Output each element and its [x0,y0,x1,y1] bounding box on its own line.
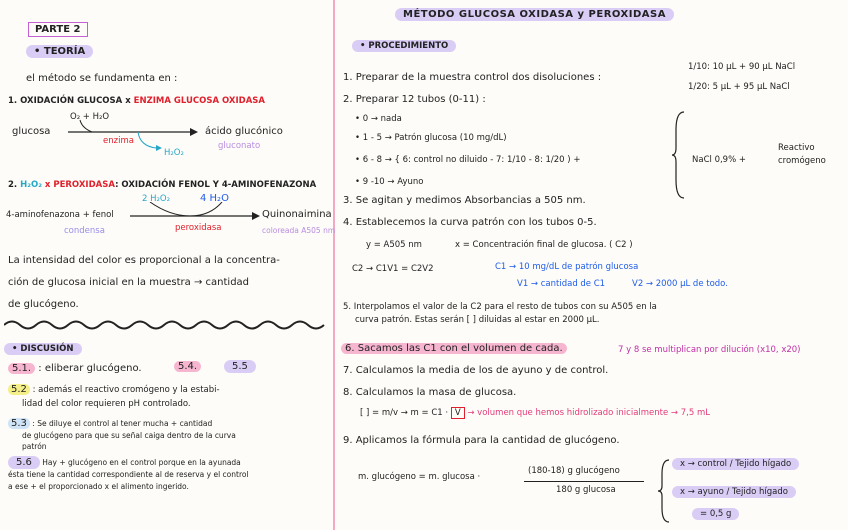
step2-heading [8,180,316,190]
tube-row-3: • 9 -10 → Ayuno [355,177,424,187]
p4-y-def: y = A505 nm [366,240,422,250]
procedimiento-heading: • PROCEDIMIENTO [352,40,456,52]
step2-h2o2: H₂O₂ [20,180,42,190]
v1-note: V1 → cantidad de C1 [517,279,606,289]
d56-row [8,457,241,468]
d51-tag: 5.1. [8,363,35,374]
step2-prefix: 2. [8,180,18,190]
nacl-note: NaCl 0,9% + [692,155,746,165]
formula-result: = 0,5 g [692,508,739,520]
step2-top-left: 2 H₂O₂ [142,194,171,204]
tube-row-2: • 6 - 8 → { 6: control no diluido - 7: 1/10 - 8: 1/20 ) + [355,155,581,165]
p8-note: → volumen que hemos hidrolizado inicialmente → 7,5 mL [467,408,710,418]
step-p8: 8. Calculamos la masa de glucosa. [343,387,517,398]
paragraph-line-3: de glucógeno. [8,299,79,310]
step-p5-line-2: curva patrón. Estas serán [ ] diluidas al estar en 2000 µL. [355,315,600,325]
step1-enzyme: ENZIMA GLUCOSA OXIDASA [133,96,265,106]
c2-formula: C2 → C1V1 = C2V2 [352,264,434,274]
d54-tag: 5.4. [174,361,201,372]
step2-top-right: 4 H₂O [200,193,229,204]
step1-top-reagent: O₂ + H₂O [70,112,110,122]
paragraph-line-2: ción de glucosa inicial en la muestra → cantidad [8,277,250,288]
d52-line-1: : además el reactivo cromógeno y la estabi- [32,385,220,395]
page-divider [333,0,335,530]
teoria-heading: • TEORÍA [26,45,93,58]
parte-label: PARTE 2 [28,22,88,37]
v2-note: V2 → 2000 µL de todo. [632,279,728,289]
step1-heading [8,96,265,106]
p8-equation-row [360,408,710,418]
d56-line-1: Hay + glucógeno en el control porque en la ayunada [42,458,241,467]
formula-denominator: 180 g glucosa [556,485,616,495]
step2-peroxidasa: PEROXIDASA [53,180,116,190]
p8-equation: [ ] = m/v → m = C1 · [360,408,449,418]
intro-text: el método se fundamenta en : [26,73,178,84]
step-p4: 4. Establecemos la curva patrón con los tubos 0-5. [343,217,597,228]
step-p2: 2. Preparar 12 tubos (0-11) : [343,94,486,105]
reactivo-note: Reactivo [778,143,815,153]
d53-line-2: de glucógeno para que su señal caiga dentro de la curva [22,431,236,440]
d56-line-2: ésta tiene la cantidad correspondiente al de reserva y el control [8,470,249,479]
step2-x: x [44,180,51,190]
d55-tag: 5.5 [224,360,256,373]
formula-left: m. glucógeno = m. glucosa · [358,472,481,482]
d56-line-3: a ese + el proporcionado x el alimento ingerido. [8,482,189,491]
step1-byproduct: H₂O₂ [164,148,184,158]
step1-product: ácido glucónico [205,126,283,137]
d52-row [8,384,220,395]
p6-note: 7 y 8 se multiplican por dilución (x10, x20) [618,345,801,355]
step2-enzyme-label: peroxidasa [175,223,222,233]
d51-row [8,363,142,374]
step2-condensa: condensa [64,226,105,236]
tubes-brace [672,110,688,200]
dilution-1: 1/10: 10 µL + 90 µL NaCl [688,62,796,72]
paragraph-line-1: La intensidad del color es proporcional a la concentra- [8,255,280,266]
d52-tag: 5.2 [8,384,30,395]
step2-reactants: 4-aminofenazona + fenol [6,210,114,220]
step2-suffix: : OXIDACIÓN FENOL Y 4-AMINOFENAZONA [115,180,317,190]
c1-note: C1 → 10 mg/dL de patrón glucosa [495,262,639,272]
d52-line-2: lidad del color requieren pH controlado. [22,399,191,409]
d56-tag: 5.6 [8,456,40,469]
cromogeno-note: cromógeno [778,156,826,166]
step2-product-note: coloreada A505 nm [262,226,336,235]
step-p7: 7. Calculamos la media de los de ayuno y de control. [343,365,609,376]
step1-product-alt: gluconato [218,141,261,151]
tube-row-1: • 1 - 5 → Patrón glucosa (10 mg/dL) [355,133,507,143]
d51-text: : eliberar glucógeno. [38,363,142,374]
p8-v-box: V [451,407,465,419]
step-p1: 1. Preparar de la muestra control dos disoluciones : [343,72,602,83]
page-title: MÉTODO GLUCOSA OXIDASA y PEROXIDASA [395,8,674,21]
step1-enzima-label: enzima [103,136,134,146]
step2-product: Quinonaimina [262,209,332,220]
d53-tag: 5.3 [8,418,30,429]
formula-brace [658,458,672,524]
d53-line-3: patrón [22,442,47,451]
d53-row [8,418,212,429]
formula-numerator: (180-18) g glucógeno [528,466,620,476]
step1-prefix: 1. OXIDACIÓN GLUCOSA x [8,96,131,106]
formula-option-ayuno: x → ayuno / Tejido hígado [672,486,796,498]
formula-option-control: x → control / Tejido hígado [672,458,799,470]
d53-line-1: : Se diluye el control al tener mucha + cantidad [32,419,213,428]
step-p3: 3. Se agitan y medimos Absorbancias a 505 nm. [343,195,586,206]
formula-fraction-bar [524,481,644,482]
step1-reactant: glucosa [12,126,51,137]
step-p6: 6. Sacamos las C1 con el volumen de cada. [341,343,567,354]
tube-row-0: • 0 → nada [355,114,402,124]
dilution-2: 1/20: 5 µL + 95 µL NaCl [688,82,790,92]
step-p9: 9. Aplicamos la fórmula para la cantidad de glucógeno. [343,435,620,446]
p4-x-def: x = Concentración final de glucosa. ( C2 ) [455,240,633,250]
discusion-heading: • DISCUSIÓN [4,343,82,355]
wave-separator [4,318,330,332]
step-p5-line-1: 5. Interpolamos el valor de la C2 para el resto de tubos con su A505 en la [343,302,657,312]
